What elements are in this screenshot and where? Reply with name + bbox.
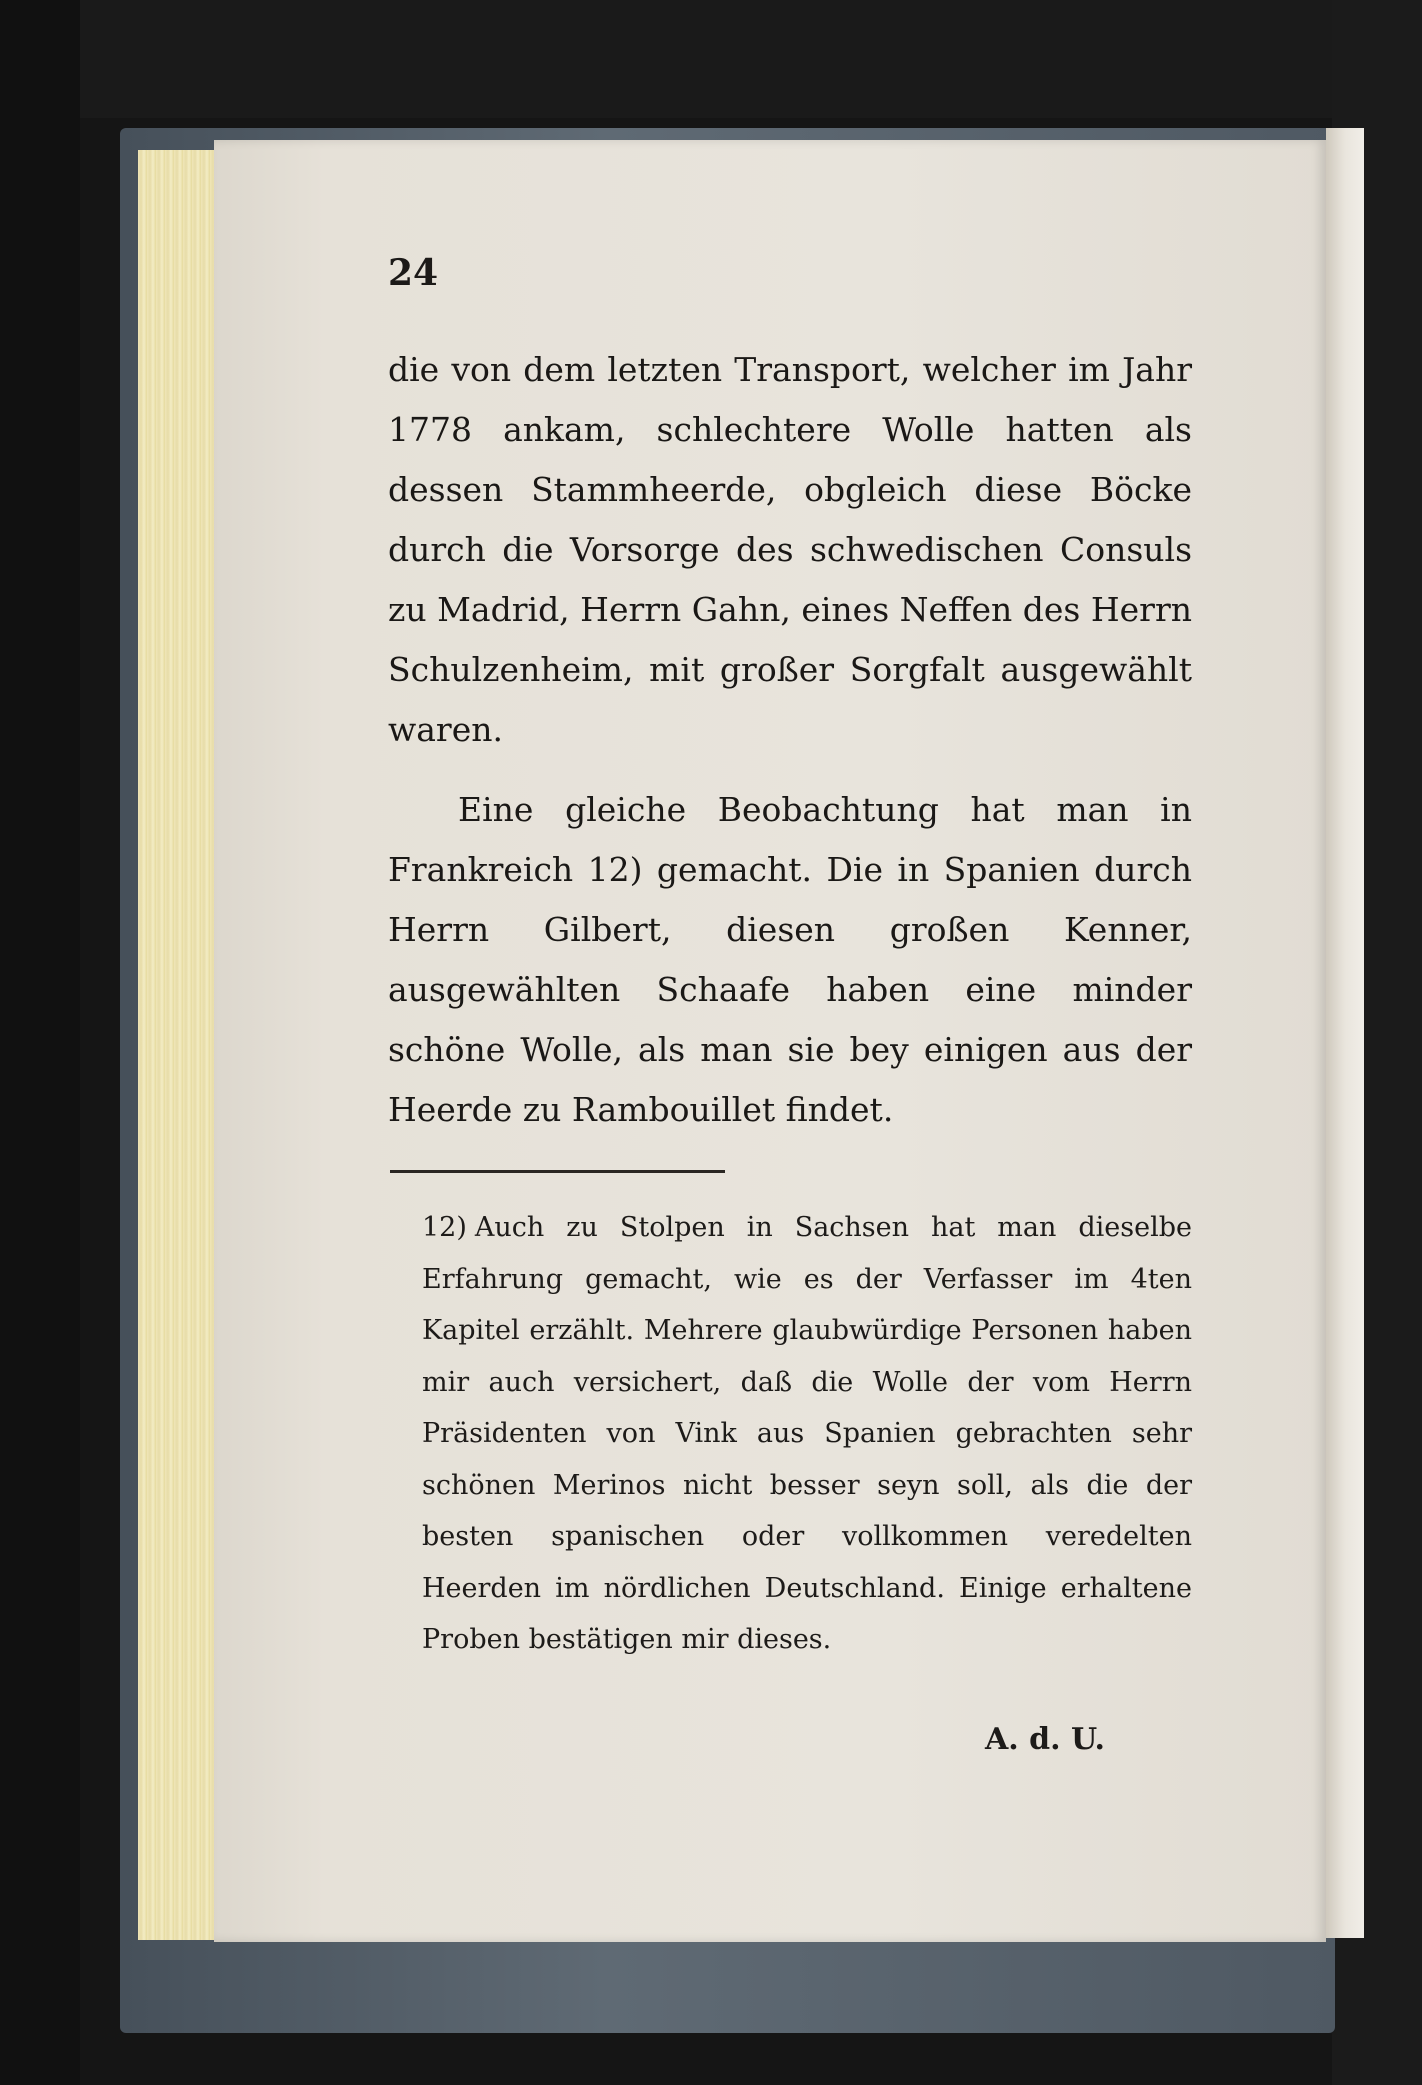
body-text bbox=[388, 340, 1192, 1140]
scan-background-top bbox=[0, 0, 1422, 118]
footnote-number: 12) bbox=[422, 1212, 467, 1243]
page-edges bbox=[138, 150, 222, 1940]
paragraph-1: die von dem letzten Transport, welcher im Jahr 1778 ankam, schlechtere Wolle hatten als dessen Stammheerde, obgleich diese Böcke durch die Vorsorge des schwedischen Consuls zu Madrid, Herrn Gahn, eines Neffen des Herrn Schulzenheim, mit großer Sorgfalt ausgewählt waren. bbox=[388, 350, 1192, 749]
book-gutter bbox=[1326, 128, 1364, 1938]
page-number: 24 bbox=[388, 252, 439, 294]
footnote bbox=[422, 1202, 1192, 1666]
scan-background-left bbox=[0, 0, 80, 2085]
paragraph-2: Eine gleiche Beobachtung hat man in Frankreich 12) gemacht. Die in Spanien durch Herrn Gilbert, diesen großen Kenner, ausgewählten Schaafe haben eine minder schöne Wolle, als man sie bey einigen aus der Heerde zu Rambouillet findet. bbox=[388, 790, 1192, 1129]
footnote-text: Auch zu Stolpen in Sachsen hat man dieselbe Erfahrung gemacht, wie es der Verfasser im 4ten Kapitel erzählt. Mehrere glaubwürdige Personen haben mir auch versichert, daß die Wolle der vom Herrn Präsidenten von Vink aus Spanien gebrachten sehr schönen Merinos nicht besser seyn soll, als die der besten spanischen oder vollkommen veredelten Heerden im nördlichen Deutschland. Einige erhaltene Proben bestätigen mir dieses. bbox=[422, 1212, 1192, 1655]
footnote-signature: A. d. U. bbox=[985, 1722, 1105, 1757]
footnote-rule bbox=[390, 1170, 725, 1173]
